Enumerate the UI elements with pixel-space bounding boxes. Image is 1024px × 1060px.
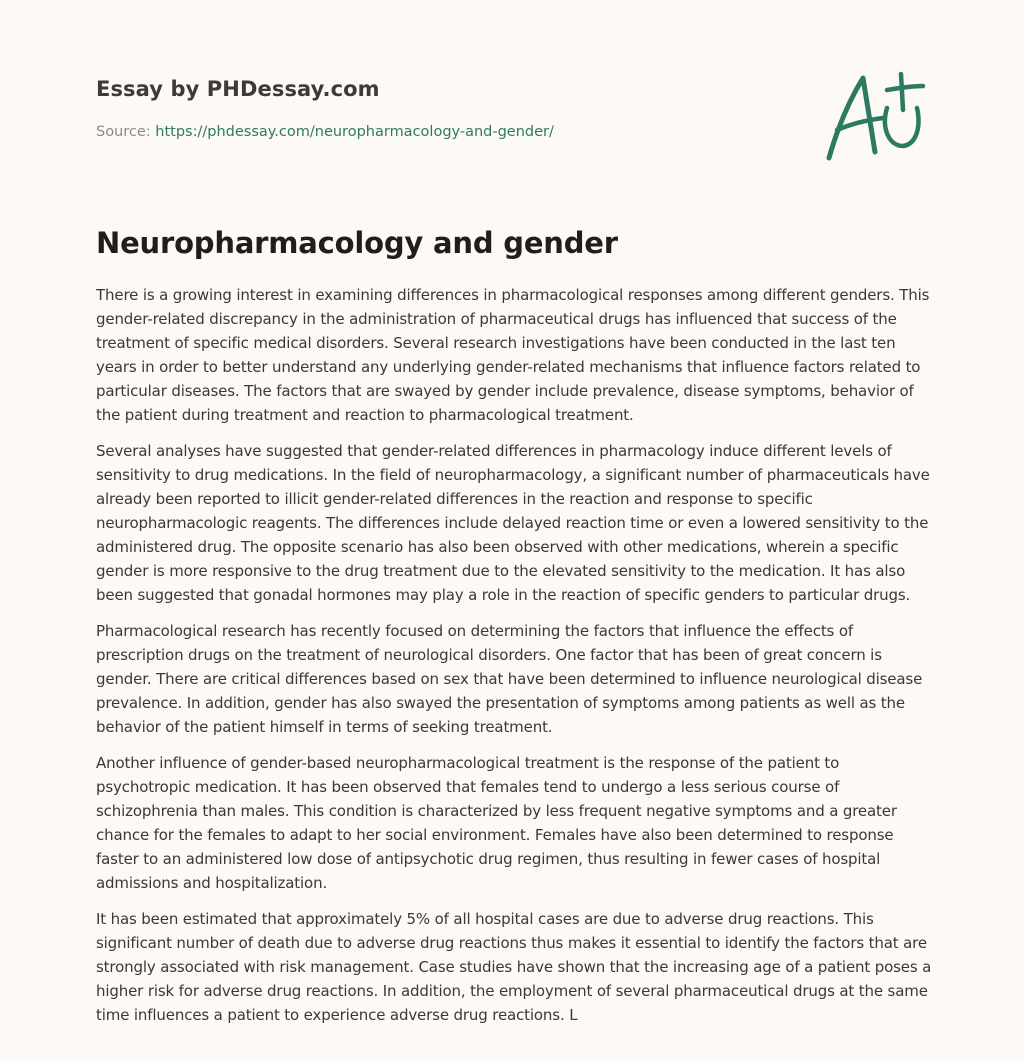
source-line (96, 124, 554, 140)
essay-paragraph: There is a growing interest in examining differences in pharmacological responses among different genders. This gender-related discrepancy in the administration of pharmaceutical drugs has influenced that success of the treatment of specific medical disorders. Several research investigations have been conducted in the last ten years in order to better understand any underlying gender-related mechanisms that influence factors related to particular diseases. The factors that are swayed by gender include prevalence, disease symptoms, behavior of the patient during treatment and reaction to pharmacological treatment. (96, 286, 930, 424)
source-label: Source: (96, 124, 156, 140)
essay-paragraph: Pharmacological research has recently focused on determining the factors that influence the effects of prescription drugs on the treatment of neurological disorders. One factor that has been of great concern is gender. There are critical differences based on sex that have been determined to influence neurological disease prevalence. In addition, gender has also swayed the presentation of symptoms among patients as well as the behavior of the patient himself in terms of seeking treatment. (96, 622, 923, 736)
a-plus-grade-logo-icon (823, 68, 927, 164)
essay-page (96, 0, 932, 1024)
essay-title: Neuropharmacology and gender (96, 226, 618, 260)
source-link[interactable]: https://phdessay.com/neuropharmacology-and-gender/ (155, 124, 554, 140)
essay-paragraph: It has been estimated that approximately 5% of all hospital cases are due to adverse drug reactions. This significant number of death due to adverse drug reactions thus makes it essential to identify the factors that are strongly associated with risk management. Case studies have shown that the increasing age of a patient poses a higher risk for adverse drug reactions. In addition, the employment of several pharmaceutical drugs at the same time influences a patient to experience adverse drug reactions. L (96, 910, 932, 1024)
page-header (96, 0, 928, 195)
essay-paragraph: Another influence of gender-based neuropharmacological treatment is the response of the patient to psychotropic medication. It has been observed that females tend to undergo a less serious course of schizophrenia than males. This condition is characterized by less frequent negative symptoms and a greater chance for the females to adapt to her social environment. Females have also been determined to response faster to an administered low dose of antipsychotic drug regimen, thus resulting in fewer cases of hospital admissions and hospitalization. (96, 754, 897, 892)
essay-paragraph: Several analyses have suggested that gender-related differences in pharmacology induce different levels of sensitivity to drug medications. In the field of neuropharmacology, a significant number of pharmaceuticals have already been reported to illicit gender-related differences in the reaction and response to specific neuropharmacologic reagents. The differences include delayed reaction time or even a lowered sensitivity to the administered drug. The opposite scenario has also been observed with other medications, wherein a specific gender is more responsive to the drug treatment due to the elevated sensitivity to the medication. It has also been suggested that gonadal hormones may play a role in the reaction of specific genders to particular drugs. (96, 442, 930, 604)
site-title: Essay by PHDessay.com (96, 77, 380, 101)
essay-body (96, 283, 932, 1039)
